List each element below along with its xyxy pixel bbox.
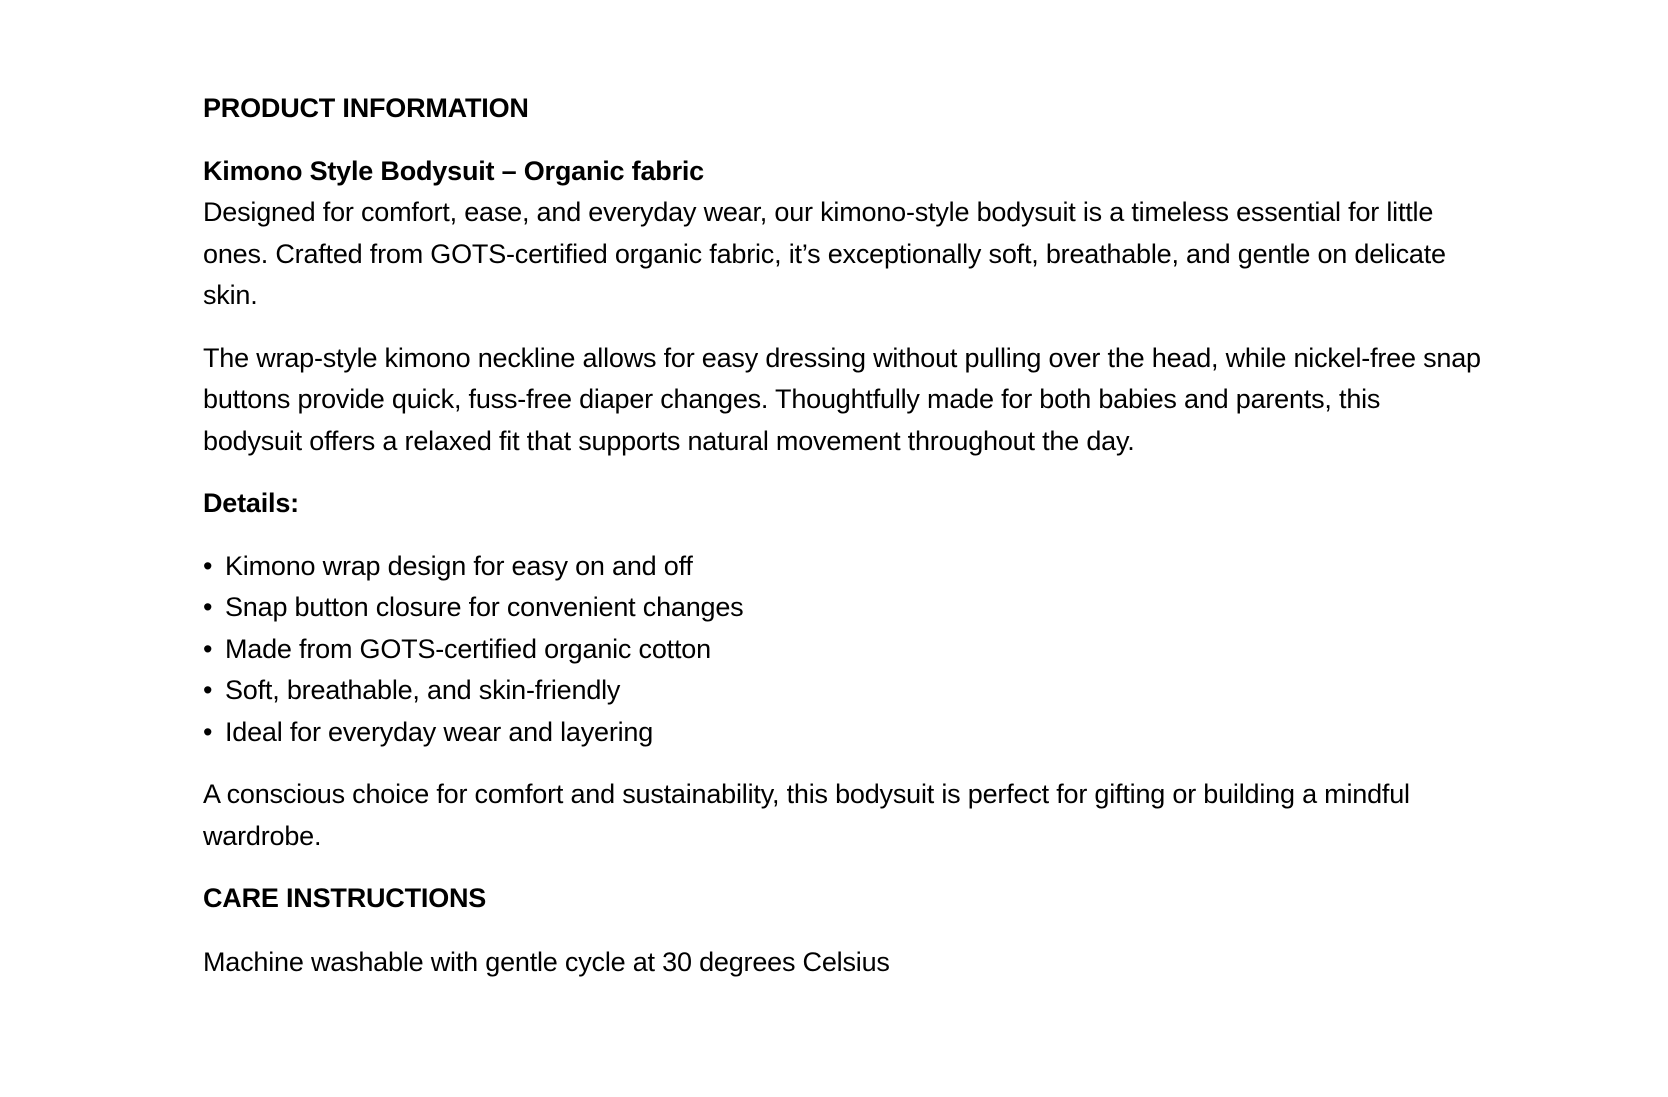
bullet-icon: • [203, 550, 213, 581]
description-paragraph-2: The wrap-style kimono neckline allows for easy dressing without pulling over the head, while nickel-free snap buttons provide quick, fuss-free diaper changes. Thoughtfully made for both babies and parents, this bodysuit offers a relaxed fit that supports natural movement throughout the day. [203, 342, 1481, 456]
bullet-icon: • [203, 675, 213, 705]
list-item [203, 546, 1483, 588]
list-item [203, 587, 1483, 629]
bullet-icon: • [203, 633, 213, 664]
list-item [203, 670, 1483, 712]
list-item-text: Ideal for everyday wear and layering [225, 716, 654, 747]
care-instructions-heading: CARE INSTRUCTIONS [203, 883, 487, 913]
list-item-text: Snap button closure for convenient changes [225, 592, 744, 622]
bullet-icon: • [203, 592, 213, 622]
product-information-heading: PRODUCT INFORMATION [203, 93, 529, 123]
list-item-text: Made from GOTS-certified organic cotton [225, 633, 711, 664]
details-heading: Details: [203, 488, 299, 518]
bullet-icon: • [203, 716, 213, 747]
care-instructions-text: Machine washable with gentle cycle at 30 degrees Celsius [203, 946, 890, 977]
description-paragraph-1: Designed for comfort, ease, and everyday wear, our kimono-style bodysuit is a timeless essential for little ones. Crafted from GOTS-certified organic fabric, it’s exceptionally soft, breathable, and gentle on delicate skin. [203, 197, 1446, 310]
product-title: Kimono Style Bodysuit – Organic fabric [203, 155, 704, 186]
closing-paragraph: A conscious choice for comfort and sustainability, this bodysuit is perfect for gifting or building a mindful wardrobe. [203, 779, 1410, 851]
list-item [203, 629, 1483, 671]
list-item-text: Soft, breathable, and skin-friendly [225, 675, 621, 705]
list-item [203, 712, 1483, 754]
document-body [203, 88, 1483, 983]
details-list [203, 546, 1483, 754]
list-item-text: Kimono wrap design for easy on and off [225, 550, 693, 581]
